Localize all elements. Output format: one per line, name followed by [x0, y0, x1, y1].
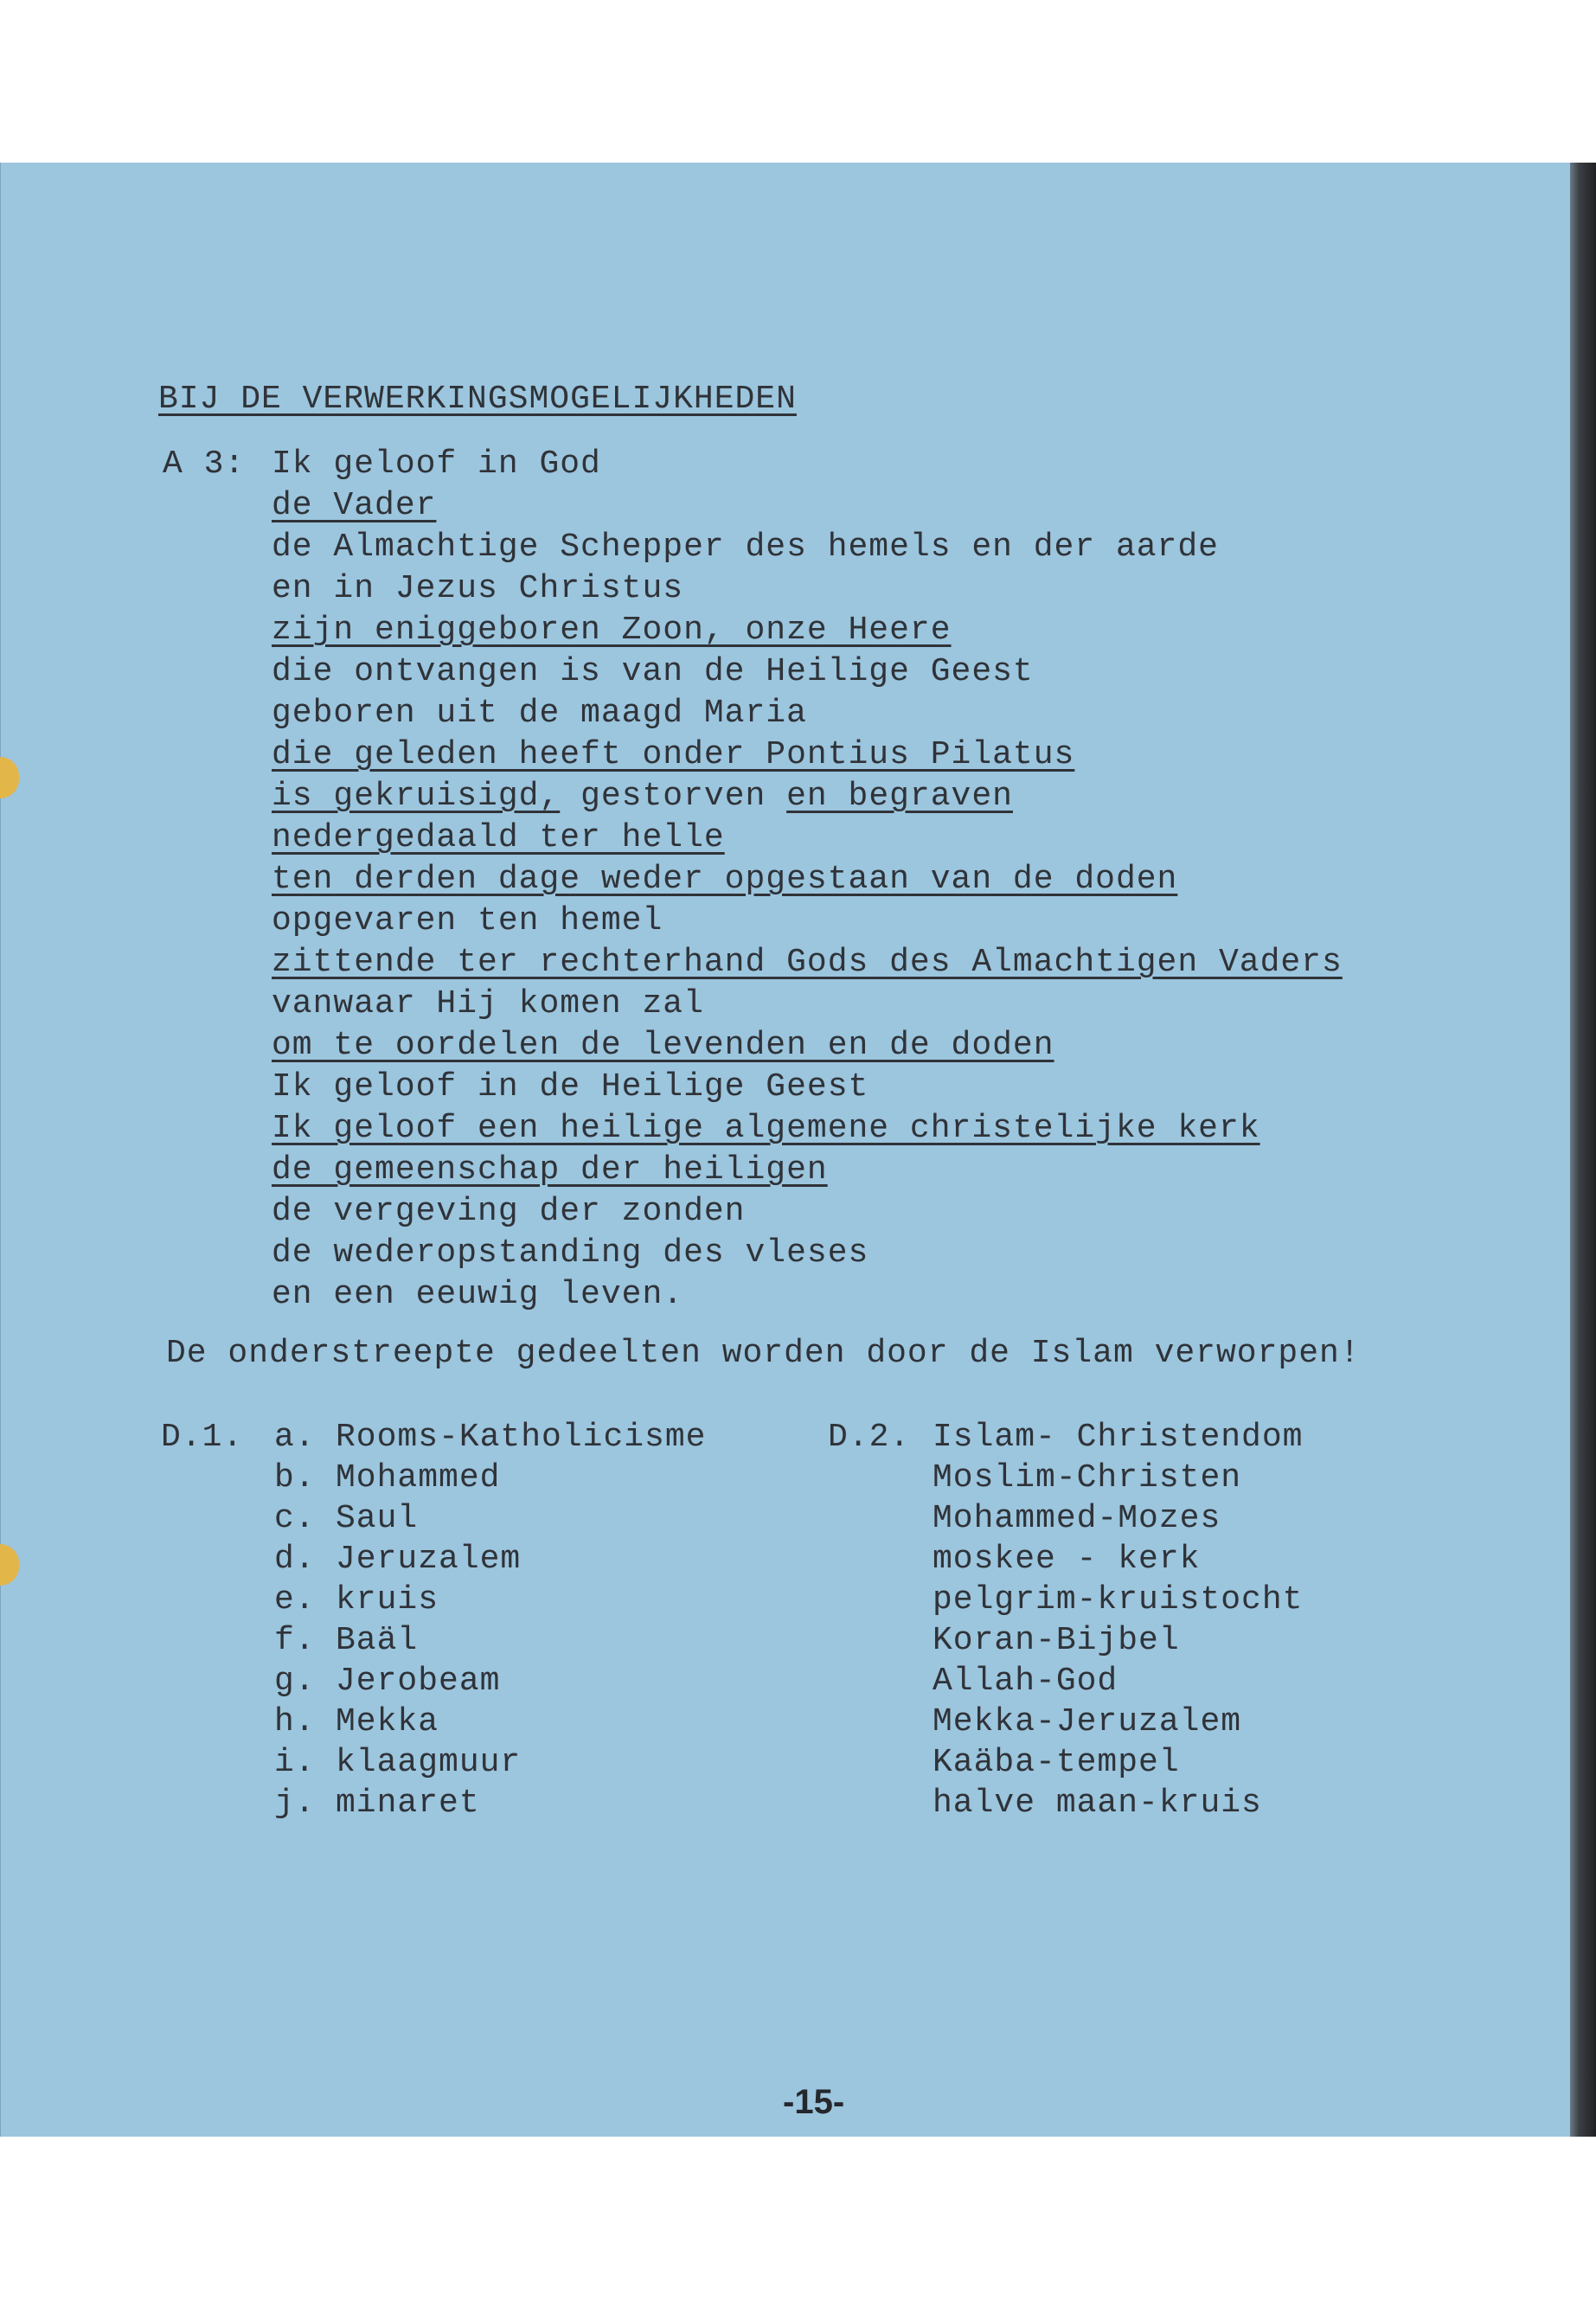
list-item-letter: g.: [274, 1663, 316, 1700]
list-item: Mohammed: [336, 1459, 501, 1497]
section-heading: BIJ DE VERWERKINGSMOGELIJKHEDEN: [158, 381, 797, 418]
creed-line: opgevaren ten hemel: [272, 902, 663, 939]
creed-line: die ontvangen is van de Heilige Geest: [272, 653, 1034, 690]
list-item: pelgrim-kruistocht: [933, 1581, 1304, 1618]
creed-line: vanwaar Hij komen zal: [272, 985, 704, 1022]
d1-label: D.1.: [161, 1419, 244, 1456]
list-item: halve maan-kruis: [933, 1785, 1262, 1822]
list-item-letter: j.: [274, 1785, 316, 1822]
creed-line: zijn eniggeboren Zoon, onze Heere: [272, 612, 952, 649]
list-item: Koran-Bijbel: [933, 1622, 1180, 1659]
list-item: Islam- Christendom: [933, 1419, 1304, 1456]
creed-line-partial: [272, 778, 1013, 816]
creed-line: Ik geloof een heilige algemene christelijke kerk: [272, 1110, 1260, 1147]
page-number: -15-: [783, 2083, 845, 2121]
phrase: gestorven: [560, 778, 787, 815]
creed-line: en in Jezus Christus: [272, 570, 684, 607]
list-item: Kaäba-tempel: [933, 1744, 1180, 1781]
list-item: Saul: [336, 1500, 419, 1537]
underlined-phrase: is gekruisigd,: [272, 778, 561, 815]
list-item-letter: i.: [274, 1744, 316, 1781]
a3-label: A 3:: [163, 445, 246, 483]
list-item: Mekka-Jeruzalem: [933, 1703, 1242, 1740]
list-item-letter: d.: [274, 1541, 316, 1578]
list-item: Mekka: [336, 1703, 439, 1740]
list-item: Jerobeam: [336, 1663, 501, 1700]
list-item: Jeruzalem: [336, 1541, 522, 1578]
creed-line: nedergedaald ter helle: [272, 819, 725, 856]
list-item: Allah-God: [933, 1663, 1118, 1700]
creed-line: zittende ter rechterhand Gods des Almachtigen Vaders: [272, 944, 1343, 981]
d2-label: D.2.: [828, 1419, 911, 1456]
creed-line: de vergeving der zonden: [272, 1193, 746, 1230]
creed-line: de Vader: [272, 487, 437, 524]
creed-line: geboren uit de maagd Maria: [272, 695, 807, 732]
creed-line: ten derden dage weder opgestaan van de doden: [272, 861, 1178, 898]
list-item-letter: a.: [274, 1419, 316, 1456]
list-item: minaret: [336, 1785, 480, 1822]
creed-line: en een eeuwig leven.: [272, 1276, 684, 1313]
list-item: Mohammed-Mozes: [933, 1500, 1221, 1537]
creed-line: Ik geloof in God: [272, 445, 601, 483]
creed-line: die geleden heeft onder Pontius Pilatus: [272, 736, 1075, 773]
binder-edge: [1570, 163, 1596, 2137]
creed-line: Ik geloof in de Heilige Geest: [272, 1068, 869, 1106]
list-item: Moslim-Christen: [933, 1459, 1242, 1497]
list-item-letter: f.: [274, 1622, 316, 1659]
list-item: klaagmuur: [336, 1744, 522, 1781]
creed-line: de gemeenschap der heiligen: [272, 1151, 828, 1189]
list-item-letter: h.: [274, 1703, 316, 1740]
creed-line: om te oordelen de levenden en de doden: [272, 1027, 1054, 1064]
footnote: De onderstreepte gedeelten worden door de Islam verworpen!: [166, 1335, 1361, 1372]
list-item-letter: c.: [274, 1500, 316, 1537]
list-item-letter: e.: [274, 1581, 316, 1618]
list-item: Baäl: [336, 1622, 419, 1659]
list-item: moskee - kerk: [933, 1541, 1201, 1578]
list-item: Rooms-Katholicisme: [336, 1419, 707, 1456]
list-item-letter: b.: [274, 1459, 316, 1497]
creed-line: de Almachtige Schepper des hemels en der aarde: [272, 529, 1219, 566]
list-item: kruis: [336, 1581, 439, 1618]
underlined-phrase: en begraven: [786, 778, 1013, 815]
creed-line: de wederopstanding des vleses: [272, 1234, 869, 1272]
